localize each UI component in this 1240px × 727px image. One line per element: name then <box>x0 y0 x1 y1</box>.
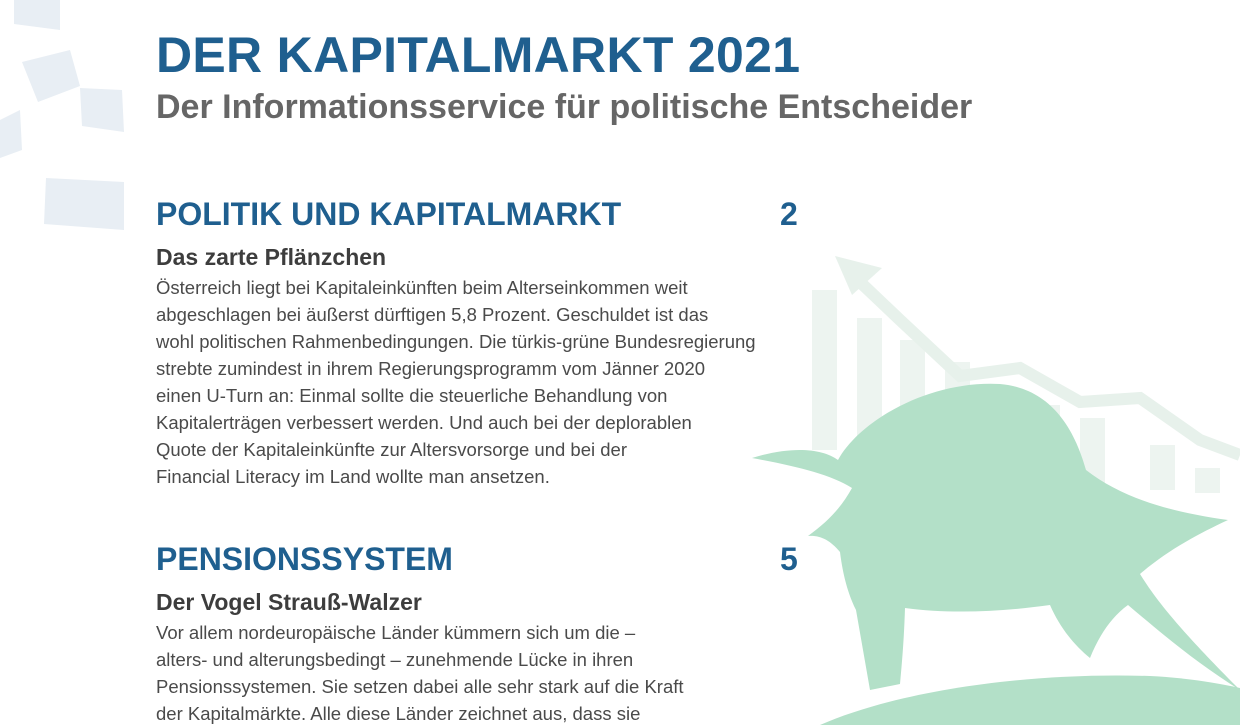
body-line: abgeschlagen bei äußerst dürftigen 5,8 Prozent. Geschuldet ist das <box>156 304 709 325</box>
body-line: Quote der Kapitaleinkünfte zur Altersvorsorge und bei der <box>156 439 628 460</box>
body-line: Österreich liegt bei Kapitaleinkünften beim Alterseinkommen weit <box>156 277 688 298</box>
article-body <box>156 619 806 727</box>
section-title: PENSIONSSYSTEM <box>156 541 453 577</box>
article-title: Das zarte Pflänzchen <box>156 244 387 270</box>
body-line: der Kapitalmärkte. Alle diese Länder zeichnet aus, dass sie <box>156 703 641 724</box>
document-title: DER KAPITALMARKT 2021 <box>156 27 801 83</box>
section-page-number: 5 <box>780 541 798 577</box>
body-line: Kapitalerträgen verbessert werden. Und auch bei der deplorablen <box>156 412 692 433</box>
body-line: Pensionssystemen. Sie setzen dabei alle sehr stark auf die Kraft <box>156 676 684 697</box>
body-line: einen U-Turn an: Einmal sollte die steuerliche Behandlung von <box>156 385 668 406</box>
article-body <box>156 274 806 490</box>
article-title: Der Vogel Strauß-Walzer <box>156 589 422 615</box>
decorative-arc-graphic <box>0 0 140 240</box>
document-subtitle: Der Informationsservice für politische Entscheider <box>156 88 973 126</box>
section-page-number: 2 <box>780 196 798 232</box>
body-line: Financial Literacy im Land wollte man ansetzen. <box>156 466 550 487</box>
toc-section-pension <box>156 541 806 727</box>
body-line: Vor allem nordeuropäische Länder kümmern sich um die – <box>156 622 636 643</box>
section-title: POLITIK UND KAPITALMARKT <box>156 196 622 232</box>
bull-chart-illustration <box>745 240 1240 725</box>
toc-section-politik <box>156 196 806 490</box>
body-line: wohl politischen Rahmenbedingungen. Die türkis-grüne Bundesregierung <box>156 331 756 352</box>
body-line: alters- und alterungsbedingt – zunehmende Lücke in ihren <box>156 649 634 670</box>
body-line: strebte zumindest in ihrem Regierungsprogramm vom Jänner 2020 <box>156 358 706 379</box>
